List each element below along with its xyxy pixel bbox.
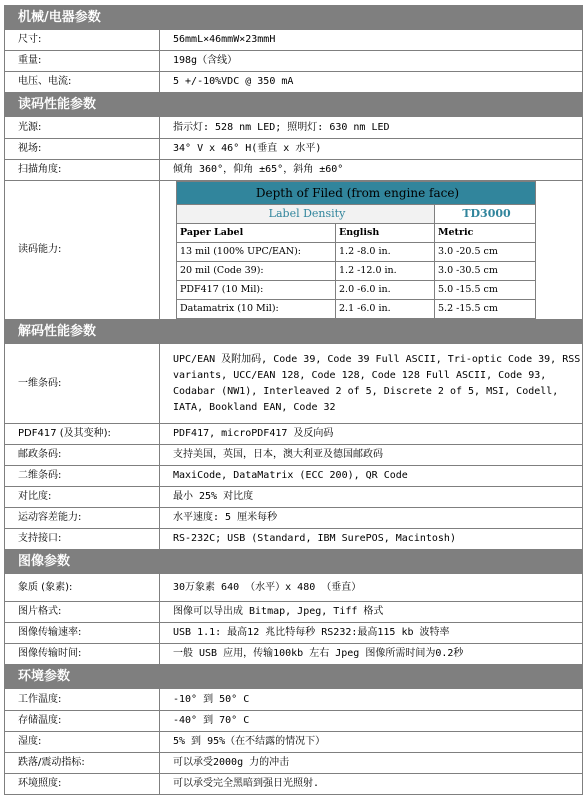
table-row [5, 72, 583, 93]
table-row [5, 30, 583, 51]
spec-value: 30万象素 640 （水平）x 480 （垂直） [160, 574, 583, 602]
spec-label: 湿度: [5, 732, 160, 753]
table-row [5, 424, 583, 445]
spec-label: 存储温度: [5, 711, 160, 732]
spec-label: 环境照度: [5, 774, 160, 795]
spec-value: 一般 USB 应用，传输100kb 左右 Jpeg 图像所需时间为0.2秒 [160, 644, 583, 665]
table-row [5, 689, 583, 711]
dof-row-label: Datamatrix (10 Mil): [177, 300, 336, 319]
spec-label: 扫描角度: [5, 160, 160, 181]
spec-label: 运动容差能力: [5, 508, 160, 529]
spec-label: 视场: [5, 139, 160, 160]
depth-of-field-cell [160, 181, 583, 320]
table-row [5, 445, 583, 466]
spec-value: 可以承受完全黑暗到强日光照射. [160, 774, 583, 795]
section-title: 图像参数 [5, 550, 583, 574]
dof-row-english: 1.2 -8.0 in. [336, 243, 435, 262]
spec-label: 电压、电流: [5, 72, 160, 93]
section-title: 解码性能参数 [5, 320, 583, 344]
section-header-image [5, 550, 583, 574]
table-row [5, 732, 583, 753]
table-row [5, 602, 583, 623]
dof-col-label: Paper Label [177, 224, 336, 243]
spec-label: 支持接口: [5, 529, 160, 550]
dof-row-metric: 5.2 -15.5 cm [435, 300, 536, 319]
spec-value: RS-232C; USB (Standard, IBM SurePOS, Macintosh) [160, 529, 583, 550]
depth-of-field-table [176, 181, 536, 319]
dof-row [177, 300, 536, 319]
dof-col-metric: Metric [435, 224, 536, 243]
dof-density-label: Label Density [177, 205, 435, 224]
spec-label: 对比度: [5, 487, 160, 508]
table-row [5, 344, 583, 424]
table-row [5, 623, 583, 644]
spec-label: 邮政条码: [5, 445, 160, 466]
table-row [5, 753, 583, 774]
spec-label: 象质 (象素): [5, 574, 160, 602]
dof-row-label: 20 mil (Code 39): [177, 262, 336, 281]
spec-value: 34° V x 46° H(垂直 x 水平) [160, 139, 583, 160]
table-row [5, 139, 583, 160]
table-row [5, 574, 583, 602]
spec-label: 重量: [5, 51, 160, 72]
section-title: 环境参数 [5, 665, 583, 689]
section-header-read [5, 93, 583, 117]
section-header-env [5, 665, 583, 689]
dof-col-english: English [336, 224, 435, 243]
spec-value: 图像可以导出成 Bitmap, Jpeg, Tiff 格式 [160, 602, 583, 623]
spec-value: 5% 到 95%（在不结露的情况下） [160, 732, 583, 753]
spec-label: 图片格式: [5, 602, 160, 623]
spec-label: 跌落/震动指标: [5, 753, 160, 774]
table-row [5, 711, 583, 732]
table-row [5, 644, 583, 665]
spec-value: UPC/EAN 及附加码, Code 39, Code 39 Full ASCII, Tri-optic Code 39, RSS variants, UCC/EAN 128, Code 128, Code 128 Full ASCII, Code 93, Codabar (NW1), Interleaved 2 of 5, Discrete 2 of 5, MSI, Codell, IATA, Bookland EAN, Code 32 [160, 344, 583, 424]
spec-label: 读码能力: [5, 181, 160, 320]
spec-label: 光源: [5, 117, 160, 139]
table-row [5, 51, 583, 72]
dof-row-metric: 5.0 -15.5 cm [435, 281, 536, 300]
spec-value: 56mmL×46mmW×23mmH [160, 30, 583, 51]
spec-value: 指示灯: 528 nm LED; 照明灯: 630 nm LED [160, 117, 583, 139]
spec-table [4, 5, 583, 795]
spec-value: 倾角 360°，仰角 ±65°，斜角 ±60° [160, 160, 583, 181]
spec-value: 最小 25% 对比度 [160, 487, 583, 508]
spec-label: PDF417 (及其变种): [5, 424, 160, 445]
dof-title: Depth of Filed (from engine face) [177, 182, 536, 205]
dof-row-label: PDF417 (10 Mil): [177, 281, 336, 300]
spec-value: 5 +/-10%VDC @ 350 mA [160, 72, 583, 93]
dof-row-english: 2.0 -6.0 in. [336, 281, 435, 300]
dof-row-metric: 3.0 -20.5 cm [435, 243, 536, 262]
dof-model: TD3000 [435, 205, 536, 224]
spec-value: USB 1.1: 最高12 兆比特每秒 RS232:最高115 kb 波特率 [160, 623, 583, 644]
section-header-mech [5, 6, 583, 30]
spec-value: -40° 到 70° C [160, 711, 583, 732]
dof-row-metric: 3.0 -30.5 cm [435, 262, 536, 281]
table-row [5, 508, 583, 529]
spec-value: 198g（含线） [160, 51, 583, 72]
dof-row-english: 2.1 -6.0 in. [336, 300, 435, 319]
dof-row-english: 1.2 -12.0 in. [336, 262, 435, 281]
dof-row [177, 243, 536, 262]
section-header-decode [5, 320, 583, 344]
section-title: 读码性能参数 [5, 93, 583, 117]
spec-label: 一维条码: [5, 344, 160, 424]
table-row [5, 160, 583, 181]
spec-label: 工作温度: [5, 689, 160, 711]
table-row [5, 466, 583, 487]
spec-label: 二维条码: [5, 466, 160, 487]
spec-label: 图像传输速率: [5, 623, 160, 644]
table-row [5, 181, 583, 320]
spec-value: MaxiCode, DataMatrix (ECC 200), QR Code [160, 466, 583, 487]
spec-value: 水平速度: 5 厘米每秒 [160, 508, 583, 529]
dof-row-label: 13 mil (100% UPC/EAN): [177, 243, 336, 262]
table-row [5, 117, 583, 139]
dof-row [177, 281, 536, 300]
table-row [5, 487, 583, 508]
spec-value: PDF417, microPDF417 及反向码 [160, 424, 583, 445]
table-row [5, 774, 583, 795]
spec-label: 尺寸: [5, 30, 160, 51]
spec-label: 图像传输时间: [5, 644, 160, 665]
spec-value: -10° 到 50° C [160, 689, 583, 711]
section-title: 机械/电器参数 [5, 6, 583, 30]
table-row [5, 529, 583, 550]
spec-value: 可以承受2000g 力的冲击 [160, 753, 583, 774]
dof-row [177, 262, 536, 281]
spec-value: 支持美国，英国，日本，澳大利亚及德国邮政码 [160, 445, 583, 466]
